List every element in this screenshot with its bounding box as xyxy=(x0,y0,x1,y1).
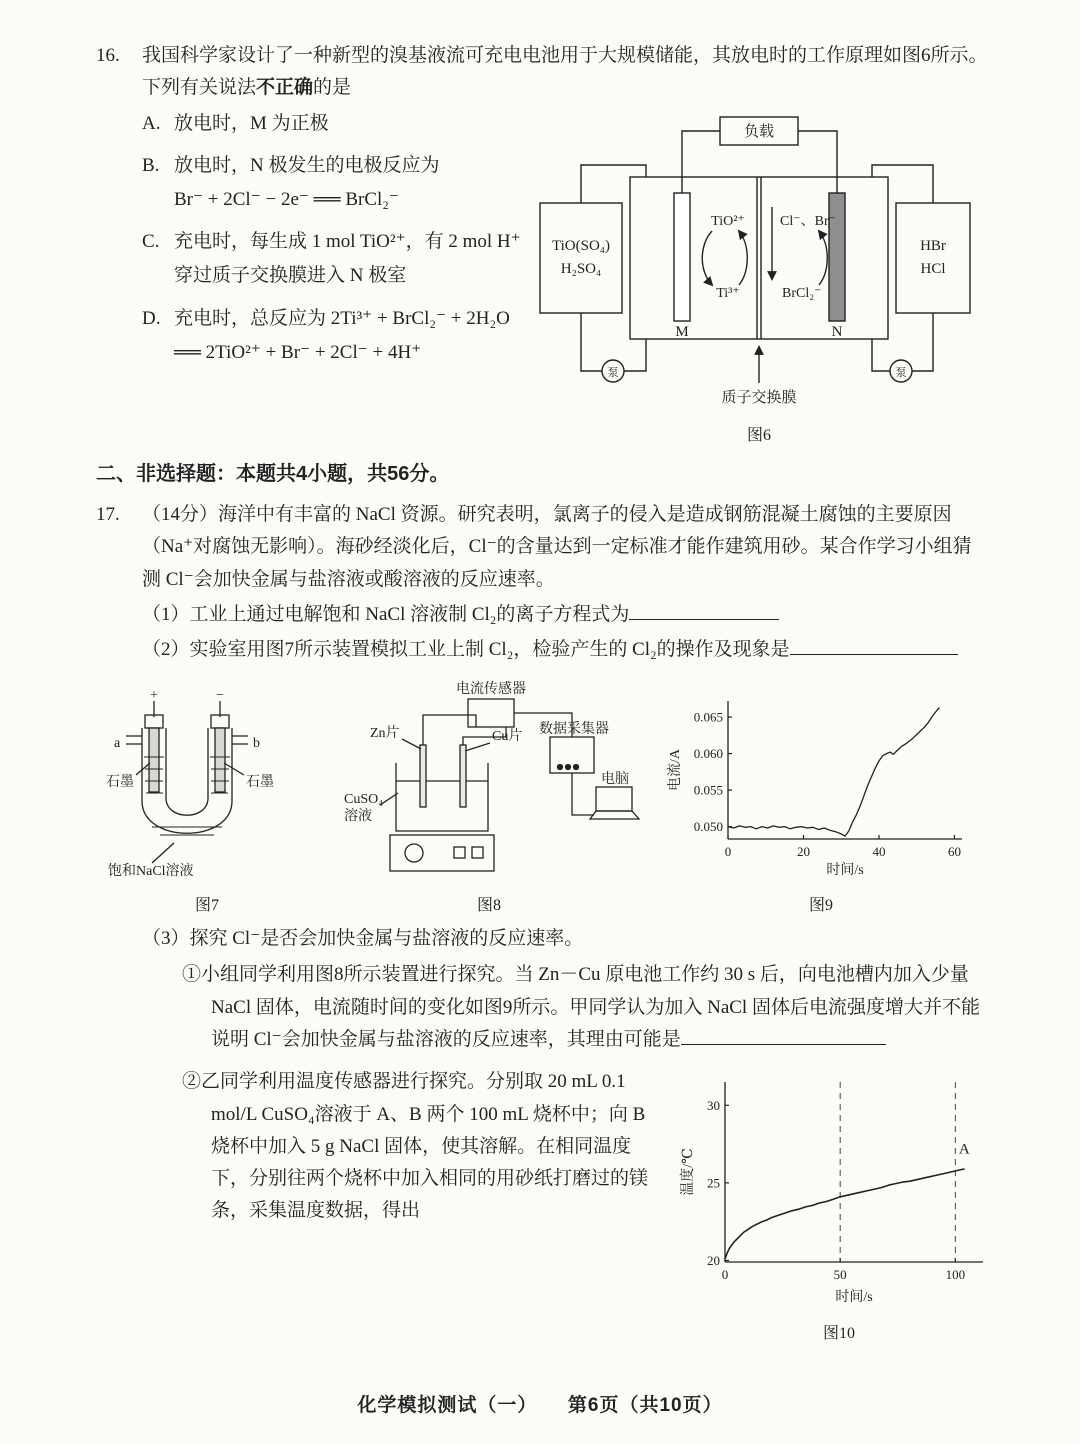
q16-number: 16. xyxy=(96,45,120,66)
figure-10 xyxy=(674,1068,1004,1346)
computer-label: 电脑 xyxy=(601,771,629,787)
svg-text:温度/℃: 温度/℃ xyxy=(681,1148,696,1197)
minus-terminal-label: − xyxy=(216,687,224,703)
laptop-base xyxy=(590,811,639,819)
svg-text:20: 20 xyxy=(796,843,810,859)
svg-text:0.060: 0.060 xyxy=(693,745,723,761)
species-brcl2-label: BrCl₂⁻ xyxy=(782,285,822,301)
collector-port-2 xyxy=(566,764,571,769)
figure-7-caption: 图7 xyxy=(194,896,219,914)
figure-9-caption: 图9 xyxy=(808,896,833,914)
q17-part-3 xyxy=(142,923,988,955)
pipe-right-top xyxy=(872,165,933,203)
data-collector-label: 数据采集器 xyxy=(539,721,609,737)
figure-8 xyxy=(338,679,640,919)
svg-text:0: 0 xyxy=(721,1267,729,1283)
q17-part-3-text: （3）探究 Cl⁻是否会加快金属与盐溶液的反应速率。 xyxy=(142,928,584,950)
zn-pointer xyxy=(402,739,421,749)
electrode-m-plate xyxy=(674,193,690,321)
q16-option-c-text: 充电时，每生成 1 mol TiO²⁺，有 2 mol H⁺ 穿过质子交换膜进入 N 极室 xyxy=(174,231,521,287)
q17-stem xyxy=(142,499,988,596)
q16-option-b-label: B. xyxy=(142,154,160,176)
svg-text:电流/A: 电流/A xyxy=(668,748,683,791)
current-sensor-label: 电流传感器 xyxy=(456,681,526,697)
figure-6 xyxy=(530,107,988,449)
electrode-n-label: N xyxy=(831,323,843,340)
right-tank xyxy=(896,203,970,313)
section-2-title: 二、非选择题：本题共4小题，共56分。 xyxy=(96,463,450,486)
q17-part-1-text: （1）工业上通过电解饱和 NaCl 溶液制 Cl₂的离子方程式为 xyxy=(142,603,630,625)
electrode-m-label: M xyxy=(675,323,689,340)
figure-9 xyxy=(666,689,976,919)
stirrer-dial xyxy=(405,844,423,862)
answer-blank-1 xyxy=(629,600,779,620)
cuso4-label-line1: CuSO₄ xyxy=(344,791,384,807)
cuso4-label-line2: 溶液 xyxy=(344,808,372,824)
left-tank-line2: H₂SO₄ xyxy=(560,260,602,277)
q16-option-b xyxy=(142,149,530,217)
svg-text:25: 25 xyxy=(707,1175,720,1191)
beaker xyxy=(396,763,488,831)
figure-10-caption: 图10 xyxy=(822,1324,855,1342)
svg-text:A: A xyxy=(958,1141,970,1158)
cell-box xyxy=(630,177,888,339)
collector-port-1 xyxy=(558,764,563,769)
species-ti-label: Ti³⁺ xyxy=(716,285,740,301)
svg-text:0.065: 0.065 xyxy=(693,709,723,725)
left-cycle-arrow-down xyxy=(702,231,712,285)
q16-options xyxy=(142,107,530,449)
q17-sub-1 xyxy=(182,959,988,1056)
graphite-electrode-left xyxy=(149,728,159,792)
figure-9-chart xyxy=(666,689,976,879)
zn-plate xyxy=(420,745,426,807)
q16-option-d xyxy=(142,302,530,370)
graphite-electrode-right xyxy=(215,728,225,792)
page-footer: 化学模拟测试（一） 第6页（共10页） xyxy=(357,1394,723,1416)
right-tank-line1: HBr xyxy=(920,237,946,254)
q17-sub-1-text: ①小组同学利用图8所示装置进行探究。当 Zn－Cu 原电池工作约 30 s 后，向电池槽内加入少量 NaCl 固体，电流随时间的变化如图9所示。甲同学认为加入 NaCl 固体后电流强度增大并不能说明 Cl⁻会加快金属与盐溶液的反应速率，其理由可能是 xyxy=(182,964,980,1050)
nacl-solution-label: 饱和NaCl溶液 xyxy=(108,863,194,879)
q17-sub-2-row xyxy=(96,1062,988,1346)
answer-blank-2 xyxy=(790,635,958,655)
q16-option-d-text: 充电时，总反应为 2Ti³⁺ + BrCl₂⁻ + 2H₂O ══ 2TiO²⁺ + Br⁻ + 2Cl⁻ + 4H⁺ xyxy=(174,307,510,363)
q17-points: （14分） xyxy=(142,504,219,526)
zn-label: Zn片 xyxy=(370,725,400,741)
q17-part-2 xyxy=(142,634,988,666)
load-label: 负载 xyxy=(743,123,775,140)
left-tank-line1: TiO(SO₄) xyxy=(551,237,611,254)
right-tank-line2: HCl xyxy=(920,260,946,277)
q16-option-b-line1: 放电时，N 极发生的电极反应为 xyxy=(174,154,440,176)
q17-part-1 xyxy=(142,599,988,631)
wire-left xyxy=(682,131,720,193)
svg-text:时间/s: 时间/s xyxy=(826,862,864,878)
q16-option-d-label: D. xyxy=(142,307,161,329)
question-17 xyxy=(96,499,988,1347)
q16-option-c xyxy=(142,225,530,293)
svg-text:20: 20 xyxy=(707,1253,720,1269)
svg-text:40: 40 xyxy=(872,843,886,859)
figure-10-chart xyxy=(679,1068,999,1306)
answer-blank-3 xyxy=(681,1025,886,1045)
figure-7 xyxy=(102,687,312,919)
plus-terminal-label: + xyxy=(150,687,158,703)
graphite-label-right: 石墨 xyxy=(246,774,274,790)
pump-right-label: 泵 xyxy=(895,366,907,379)
side-arm-a xyxy=(126,736,142,744)
liquid-hatch xyxy=(144,757,230,835)
figure-6-caption: 图6 xyxy=(746,426,771,444)
stirrer-knob-1 xyxy=(454,847,465,858)
collector-to-computer-wire xyxy=(572,773,594,815)
q16-option-a-text: 放电时，M 为正极 xyxy=(174,112,329,134)
svg-text:100: 100 xyxy=(945,1267,966,1283)
right-cycle-arrow xyxy=(819,231,827,285)
q17-part-2-text: （2）实验室用图7所示装置模拟工业上制 Cl₂，检验产生的 Cl₂的操作及现象是 xyxy=(142,639,790,661)
pump-left-label: 泵 xyxy=(607,366,619,379)
collector-port-3 xyxy=(574,764,579,769)
q16-stem-text: 我国科学家设计了一种新型的溴基液流可充电电池用于大规模储能，其放电时的工作原理如图6所示。下列有关说法 xyxy=(142,45,988,99)
outlet-b-label: b xyxy=(253,735,260,751)
outlet-a-label: a xyxy=(114,735,121,751)
electrode-n-plate xyxy=(829,193,845,321)
q16-option-a xyxy=(142,107,530,141)
question-16 xyxy=(96,40,988,449)
left-tank xyxy=(540,203,622,313)
cu-label: Cu片 xyxy=(492,728,523,744)
svg-text:时间/s: 时间/s xyxy=(835,1290,873,1306)
svg-text:30: 30 xyxy=(707,1098,720,1114)
figure-8-diagram xyxy=(338,679,640,879)
svg-text:50: 50 xyxy=(833,1267,847,1283)
q16-option-c-label: C. xyxy=(142,231,160,253)
graphite-label-left: 石墨 xyxy=(106,774,134,790)
q17-sub-2: ②乙同学利用温度传感器进行探究。分别取 20 mL 0.1 mol/L CuSO₄溶液于 A、B 两个 100 mL 烧杯中；向 B 烧杯中加入 5 g NaCl 固体，使其溶解。在相同温度下，分别往两个烧杯中加入相同的用砂纸打磨过的镁条，采集温度数据，得出 xyxy=(182,1071,649,1222)
u-tube-inner xyxy=(166,728,208,815)
q16-option-b-text xyxy=(174,149,530,217)
species-clbr-label: Cl⁻、Br⁻ xyxy=(780,213,837,229)
svg-text:60: 60 xyxy=(947,843,961,859)
membrane-label: 质子交换膜 xyxy=(721,389,797,406)
figure-7-diagram xyxy=(102,687,312,879)
cu-pointer xyxy=(465,743,490,751)
figures-row xyxy=(102,679,988,919)
figure-6-diagram xyxy=(530,107,988,409)
side-arm-b xyxy=(232,736,248,744)
data-collector-box xyxy=(550,737,594,773)
q16-option-b-equation: Br⁻ + 2Cl⁻ − 2e⁻ ══ BrCl₂⁻ xyxy=(174,188,399,210)
q16-stem-emphasis: 不正确 xyxy=(256,77,314,99)
laptop-screen xyxy=(596,787,632,811)
q16-option-a-label: A. xyxy=(142,112,161,134)
pipe-left-top xyxy=(581,165,646,203)
svg-text:0: 0 xyxy=(724,843,732,859)
current-sensor-box xyxy=(468,699,514,727)
q17-number: 17. xyxy=(96,504,120,526)
left-cycle-arrow-up xyxy=(739,231,747,285)
q16-stem-end: 的是 xyxy=(313,77,352,99)
svg-text:0.055: 0.055 xyxy=(693,782,723,798)
cu-plate xyxy=(460,745,466,807)
q16-stem xyxy=(142,40,988,105)
figure-8-caption: 图8 xyxy=(476,896,501,914)
solution-pointer xyxy=(152,843,174,863)
q17-stem-text: 海洋中有丰富的 NaCl 资源。研究表明，氯离子的侵入是造成钢筋混凝土腐蚀的主要原因（Na⁺对腐蚀无影响）。海砂经淡化后，Cl⁻的含量达到一定标准才能作建筑用砂。某合作学习小组猜测 Cl⁻会加快金属与盐溶液或酸溶液的反应速率。 xyxy=(142,504,972,590)
stirrer-knob-2 xyxy=(472,847,483,858)
wire-right xyxy=(798,131,837,193)
svg-text:0.050: 0.050 xyxy=(693,818,723,834)
species-tio-label: TiO²⁺ xyxy=(711,213,745,229)
